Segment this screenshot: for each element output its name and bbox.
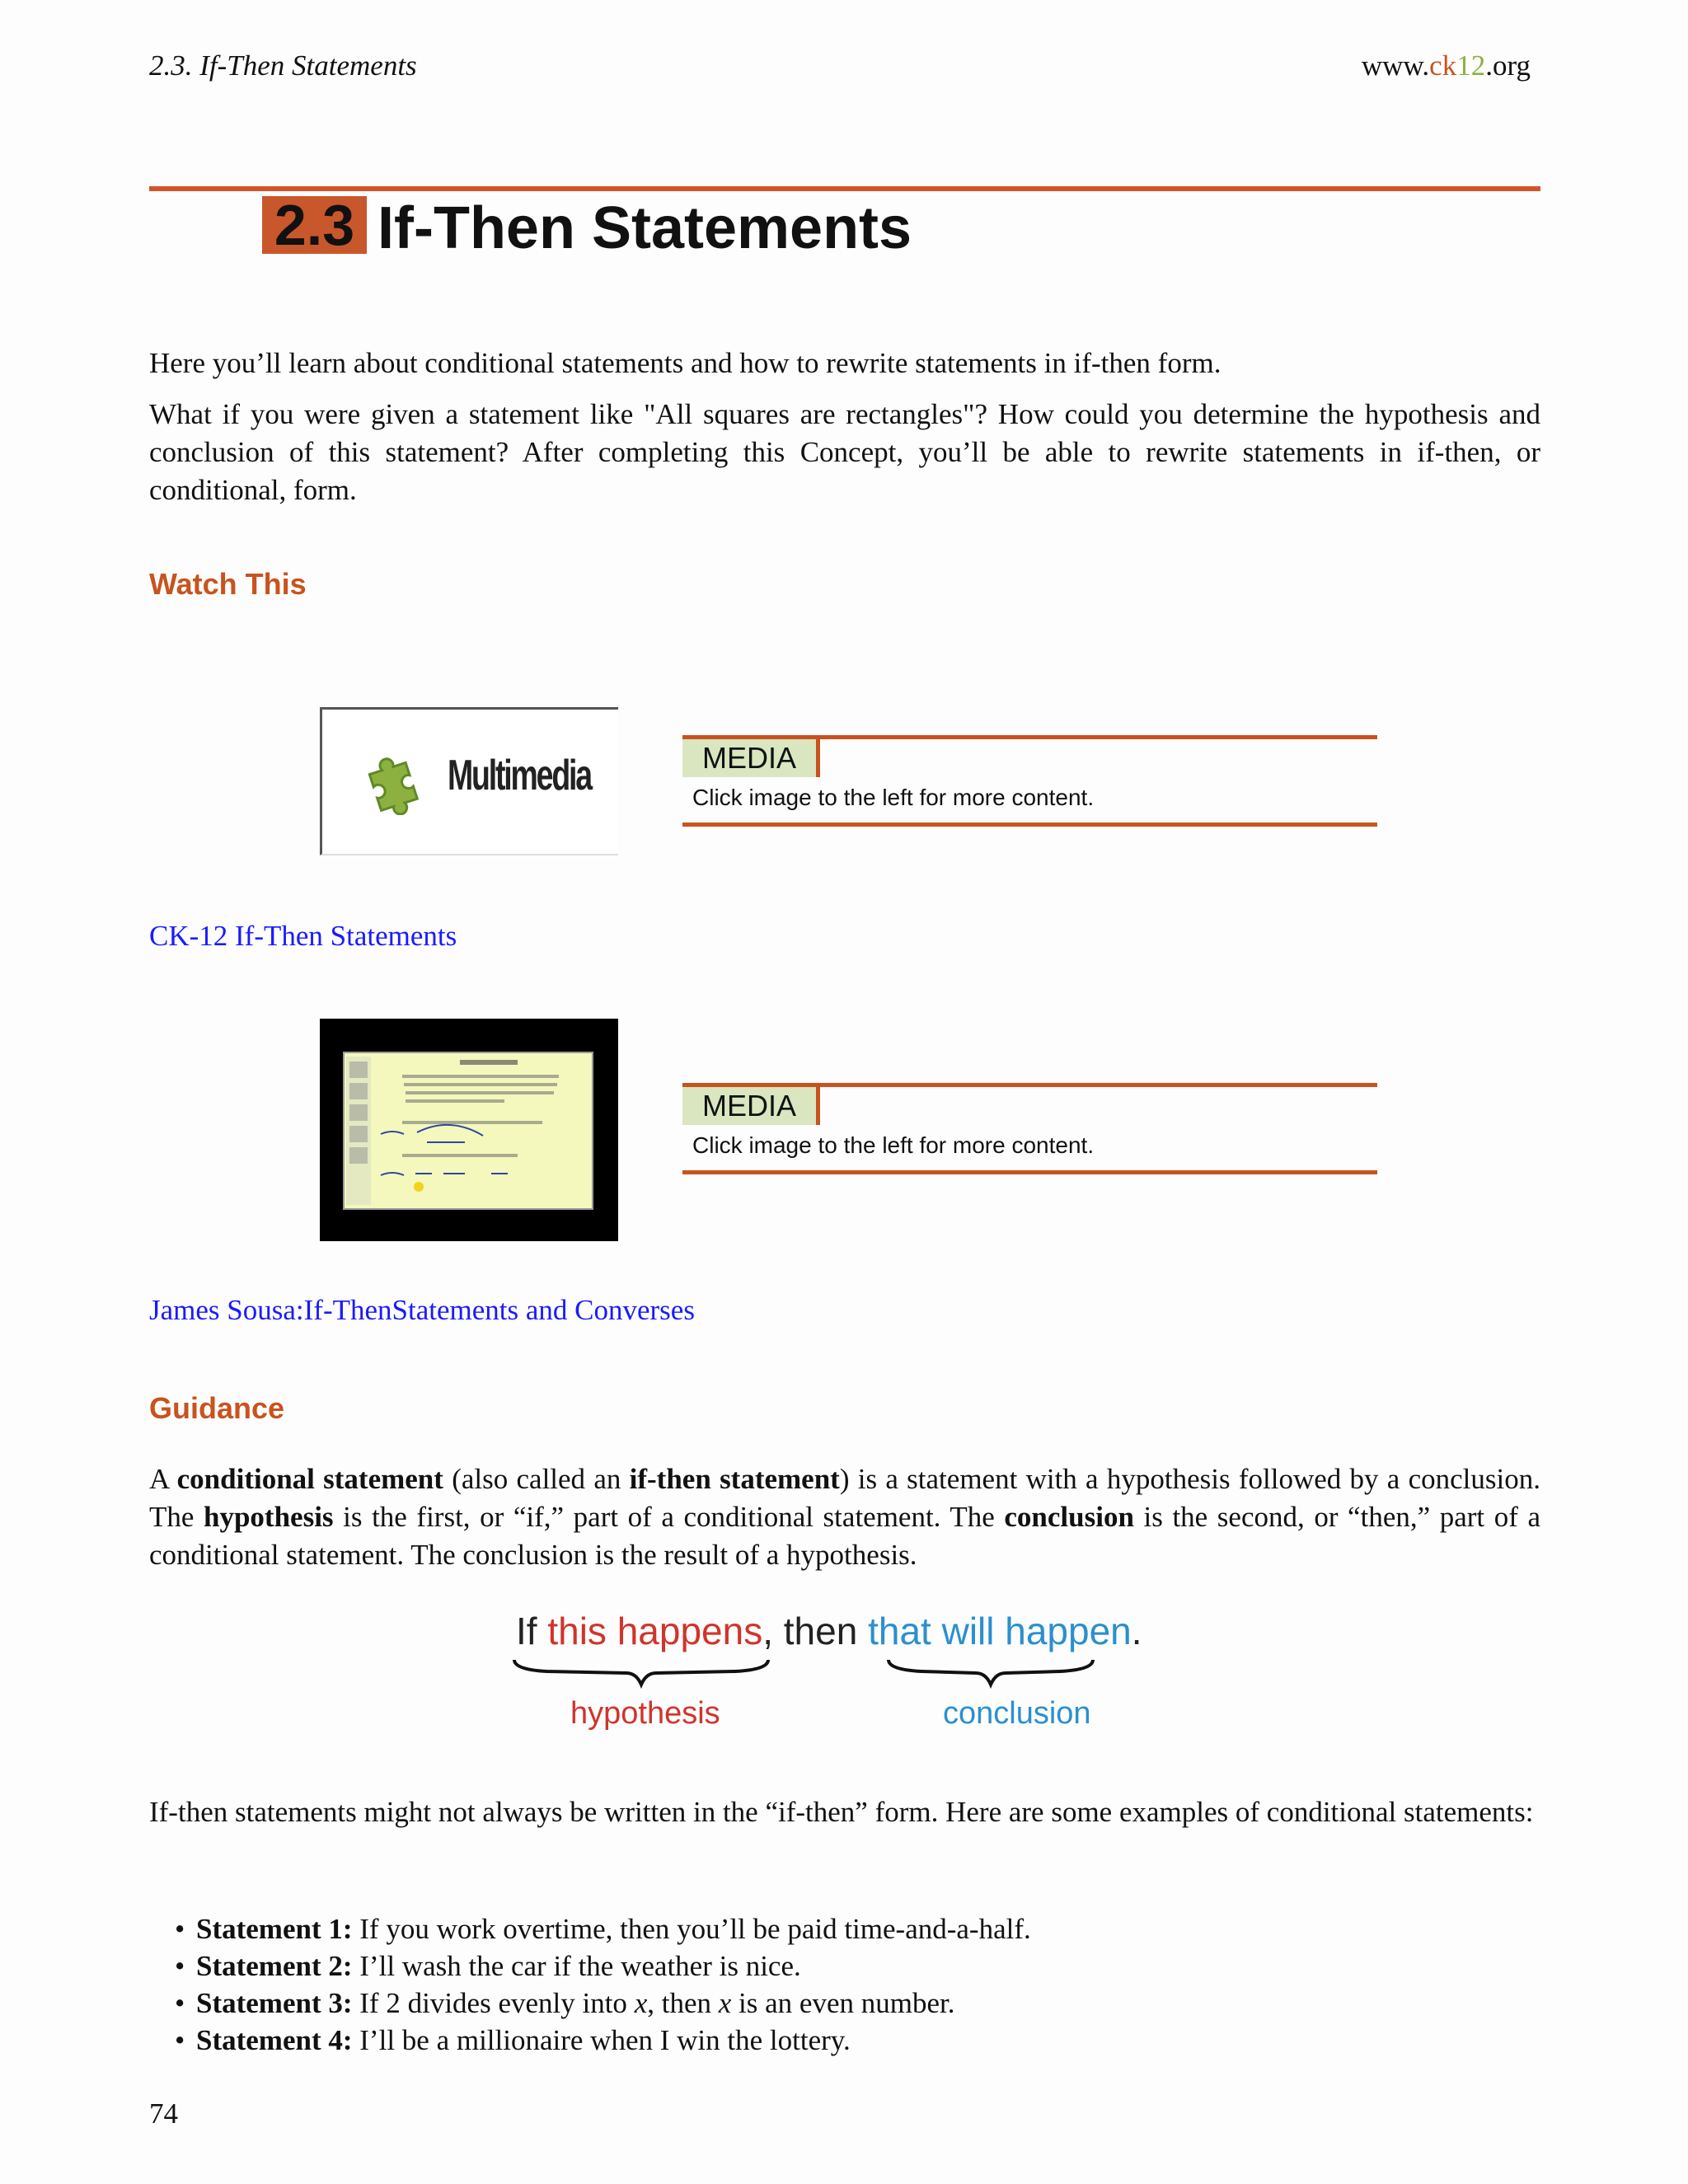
media-tag: MEDIA — [682, 739, 820, 777]
diagram-sentence: If this happens, then that will happen. — [516, 1610, 1142, 1652]
multimedia-thumbnail[interactable] — [320, 707, 618, 855]
video-slide-preview — [343, 1052, 593, 1210]
list-item: • Statement 2: I’ll wash the car if the weather is nice. — [196, 1947, 1432, 1985]
page-number: 74 — [149, 2097, 178, 2130]
media-caption: Click image to the left for more content. — [692, 1132, 1095, 1158]
running-header-section: 2.3. If-Then Statements — [149, 49, 417, 82]
video-link-james-sousa[interactable]: James Sousa:If-ThenStatements and Converses — [149, 1294, 695, 1326]
statement-list — [196, 1910, 1432, 2059]
media-box-2 — [682, 1083, 1377, 1175]
media-caption: Click image to the left for more content. — [692, 785, 1095, 810]
guidance-paragraph-2: If-then statements might not always be written in the “if-then” form. Here are some examples of conditional statements: — [149, 1796, 1534, 1828]
diagram-hypothesis-phrase: this happens — [547, 1610, 763, 1652]
media-tag: MEDIA — [682, 1087, 820, 1125]
slide-sketch-image — [345, 1053, 592, 1208]
if-then-diagram — [503, 1605, 1203, 1746]
list-item: • Statement 4: I’ll be a millionaire when I win the lottery. — [196, 2022, 1432, 2059]
video-link-ck12[interactable]: CK-12 If-Then Statements — [149, 920, 457, 952]
guidance-heading: Guidance — [149, 1391, 285, 1425]
list-item: • Statement 1: If you work overtime, then you’ll be paid time-and-a-half. — [196, 1910, 1432, 1947]
site-url[interactable]: www.ck12.org — [1361, 49, 1531, 82]
hypothesis-brace-icon — [514, 1660, 768, 1685]
intro-paragraph-1: Here you’ll learn about conditional statements and how to rewrite statements in if-then form. — [149, 347, 1221, 379]
media-rule-bottom — [682, 823, 1377, 827]
conclusion-brace-icon — [889, 1660, 1093, 1685]
chapter-number: 2.3 — [262, 196, 367, 254]
media-box-1 — [682, 735, 1377, 827]
running-header — [149, 49, 1531, 86]
intro-paragraph-2: What if you were given a statement like "All squares are rectangles"? How could you determine the hypothesis and conclusion of this statement? After completing this Concept, you’ll be able to rewrite statements in if-then, or conditional, form. — [149, 398, 1540, 506]
chapter-title: If-Then Statements — [377, 195, 912, 261]
list-item: • Statement 3: If 2 divides evenly into x, then x is an even number. — [196, 1985, 1432, 2022]
video-thumbnail[interactable] — [320, 1019, 618, 1241]
diagram-conclusion-phrase: that will happen — [868, 1610, 1132, 1652]
diagram-hypothesis-label: hypothesis — [570, 1696, 720, 1731]
multimedia-label: Multimedia — [448, 752, 591, 799]
puzzle-icon — [362, 751, 426, 815]
diagram-conclusion-label: conclusion — [943, 1696, 1091, 1731]
guidance-paragraph-1: A conditional statement (also called an if-then statement) is a statement with a hypothesis followed by a conclusion. The hypothesis is the first, or “if,” part of a conditional statement. The conclusion is the second, or “then,” part of a conditional statement. The conclusion is the result of a hypothesis. — [149, 1463, 1540, 1571]
watch-this-heading: Watch This — [149, 567, 307, 601]
media-rule-bottom — [682, 1170, 1377, 1174]
brace-icons — [503, 1653, 1203, 1694]
